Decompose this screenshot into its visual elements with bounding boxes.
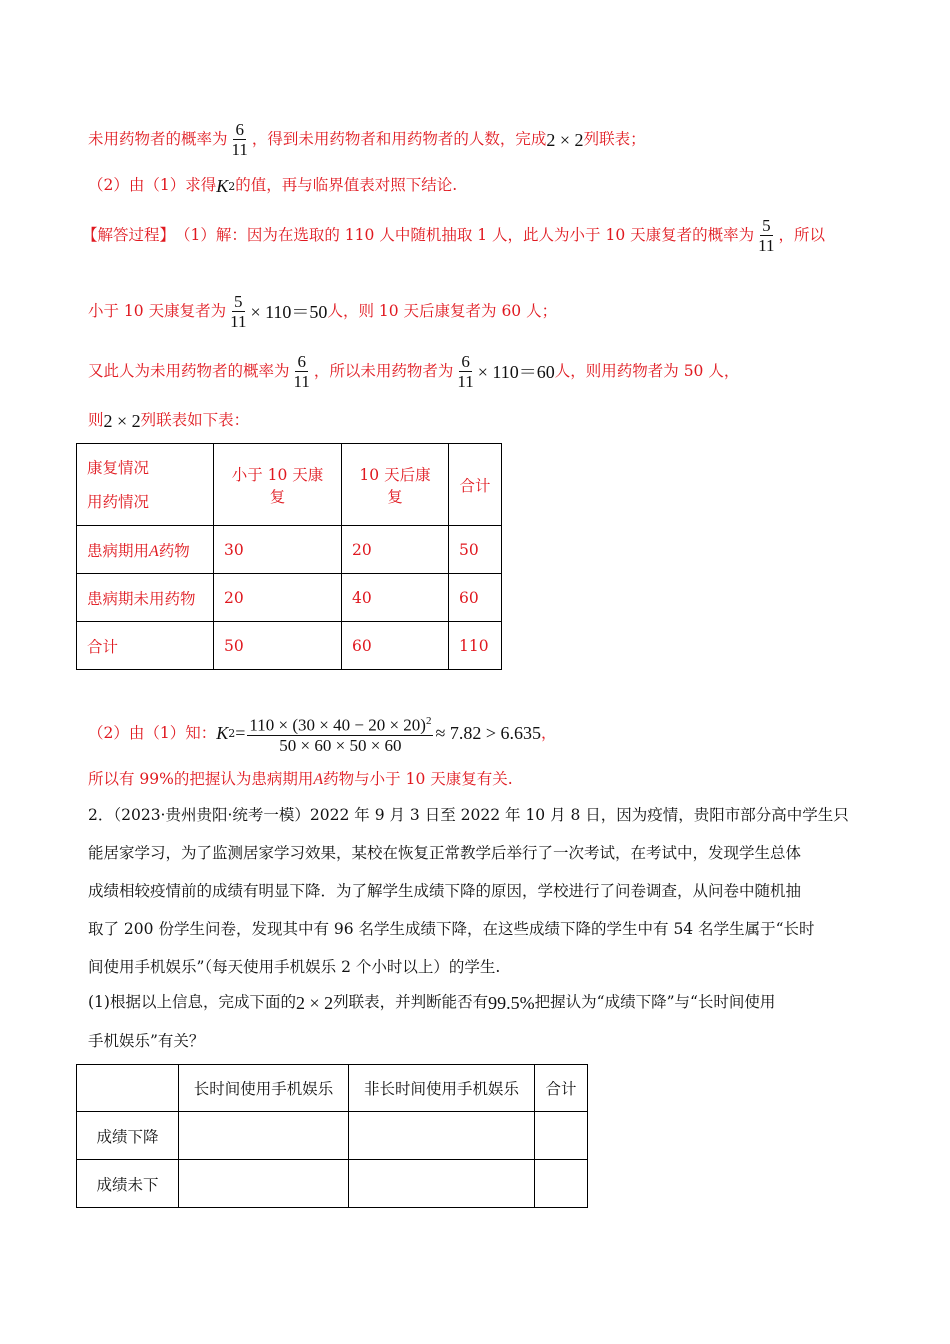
header-cell: 小于 10 天康复	[214, 444, 342, 526]
fraction-denominator: 11	[293, 372, 310, 391]
solution-line-2	[88, 177, 457, 195]
text: 人，则 10 天后康复者为 60 人；	[327, 301, 558, 320]
fraction-numerator	[247, 712, 433, 736]
solution-line-5	[88, 352, 739, 391]
italic-letter: A	[313, 771, 324, 788]
text: （2）由（1）知：	[88, 723, 217, 742]
text: 又此人为未用药物者的概率为	[88, 361, 290, 380]
superscript: 2	[228, 726, 236, 740]
row-label: 患病期未用药物	[77, 574, 214, 622]
fraction-denominator: 11	[231, 140, 248, 159]
question-2-line-5	[88, 960, 500, 976]
text: 取了 200 份学生问卷，发现其中有 96 名学生成绩下降，在这些成绩下降的学生中有 54 名学生属于“长时	[88, 920, 815, 938]
superscript: 2	[228, 179, 236, 193]
row-label: 成绩未下	[77, 1160, 179, 1208]
fraction-numerator: 5	[234, 292, 243, 311]
table-row	[77, 1160, 588, 1208]
fraction-numerator: 5	[762, 216, 771, 235]
header-cell: 非长时间使用手机娱乐	[349, 1065, 535, 1112]
text: 药物与小于 10 天康复有关.	[323, 770, 513, 789]
math-expression: 2 × 2	[546, 129, 584, 150]
solution-line-6	[88, 412, 249, 430]
header-cell: 合计	[535, 1065, 588, 1112]
fraction-denominator: 11	[457, 372, 474, 391]
solution-line-4	[88, 292, 557, 331]
header-corner-top: 康复情况	[87, 458, 150, 477]
superscript: 2	[425, 715, 432, 727]
row-label-text: 患病期用	[87, 541, 150, 560]
text: 所以有 99%的把握认为患病期用	[88, 770, 314, 789]
math-expression: 2 × 2	[103, 411, 141, 431]
fraction-numerator: 6	[297, 352, 306, 371]
text: 列联表如下表：	[140, 411, 250, 430]
solution-line-3	[82, 216, 826, 255]
equals-sign: =	[235, 723, 246, 744]
empty-cell[interactable]	[349, 1112, 535, 1160]
math-expression: 2 × 2	[295, 993, 334, 1013]
row-label	[77, 526, 214, 574]
empty-cell[interactable]	[535, 1160, 588, 1208]
table-cell: 50	[449, 526, 502, 574]
table-cell: 20	[342, 526, 449, 574]
empty-cell[interactable]	[179, 1160, 349, 1208]
text: （1）解：因为在选取的 110 人中随机抽取 1 人，此人为小于 10 天康复者的概率为	[175, 225, 755, 244]
text: 小于 10 天康复者为	[88, 301, 227, 320]
table-cell: 30	[214, 526, 342, 574]
contingency-table-question	[76, 1064, 588, 1208]
text: 人，则用药物者为 50 人，	[554, 361, 740, 380]
empty-cell[interactable]	[179, 1112, 349, 1160]
text: (1)根据以上信息，完成下面的	[88, 993, 296, 1012]
text: ，所以	[778, 225, 826, 244]
table-row	[77, 526, 502, 574]
fraction	[292, 352, 312, 391]
header-corner-cell	[77, 444, 214, 526]
fraction-numerator: 6	[461, 352, 470, 371]
question-2-line-1	[88, 808, 849, 824]
row-label-text: 药物	[158, 541, 190, 560]
question-2-line-7	[88, 1034, 204, 1050]
fraction-denominator: 50 × 60 × 50 × 60	[279, 735, 402, 755]
solution-line-7	[88, 712, 557, 755]
text: 能居家学习，为了监测居家学习效果，某校在恢复正常教学后举行了一次考试，在考试中，发现学生总体	[88, 844, 802, 862]
numerator-text: 110 × (30 × 40 − 20 × 20)	[249, 715, 426, 735]
k-symbol: K	[216, 723, 229, 744]
text: 间使用手机娱乐”（每天使用手机娱乐 2 个小时以上）的学生.	[88, 958, 501, 976]
question-2-line-6	[88, 994, 775, 1012]
table-header-row	[77, 444, 502, 526]
fraction-denominator: 11	[230, 312, 247, 331]
table-cell: 40	[342, 574, 449, 622]
text: ，得到未用药物者和用药物者的人数，完成	[251, 129, 547, 148]
text: 列联表，并判断能否有	[333, 993, 489, 1012]
text: ，	[540, 723, 557, 742]
math-expression: × 110＝50	[250, 301, 328, 322]
table-cell: 60	[449, 574, 502, 622]
solution-conclusion	[88, 772, 513, 788]
empty-cell[interactable]	[535, 1112, 588, 1160]
text: 未用药物者的概率为	[88, 129, 228, 148]
text: 2．（2023·贵州贵阳·统考一模）2022 年 9 月 3 日至 2022 年 10 月 8 日，因为疫情，贵阳市部分高中学生只	[88, 806, 849, 824]
k-symbol: K	[216, 176, 229, 196]
fraction	[228, 292, 248, 331]
solution-line-1	[88, 120, 646, 159]
contingency-table-solution	[76, 443, 502, 670]
row-label: 成绩下降	[77, 1112, 179, 1160]
fraction	[756, 216, 776, 255]
question-2-line-4	[88, 922, 815, 938]
table-header-row	[77, 1065, 588, 1112]
text: 则	[88, 411, 104, 430]
chi-square-fraction	[247, 712, 433, 755]
header-corner-bottom: 用药情况	[87, 492, 150, 511]
table-row	[77, 1112, 588, 1160]
text: 把握认为“成绩下降”与“长时间使用	[534, 993, 776, 1012]
text: 成绩相较疫情前的成绩有明显下降．为了解学生成绩下降的原因，学校进行了问卷调查，从问卷中随机抽	[88, 882, 802, 900]
math-expression: × 110＝60	[477, 361, 555, 382]
row-label: 合计	[77, 622, 214, 670]
header-cell	[77, 1065, 179, 1112]
fraction-denominator: 11	[758, 236, 775, 255]
table-cell: 50	[214, 622, 342, 670]
row-label-italic: A	[149, 542, 159, 560]
solution-label: 【解答过程】	[82, 225, 176, 244]
text: （2）由（1）求得	[88, 176, 217, 195]
text: 的值，再与临界值表对照下结论.	[235, 176, 458, 195]
text: 列联表；	[583, 129, 646, 148]
text: ，所以未用药物者为	[313, 361, 454, 380]
fraction	[230, 120, 250, 159]
table-cell: 20	[214, 574, 342, 622]
question-2-line-3	[88, 884, 801, 900]
question-2-line-2	[88, 846, 801, 862]
fraction	[455, 352, 475, 391]
math-expression: 99.5%	[488, 993, 535, 1013]
header-cell: 10 天后康复	[342, 444, 449, 526]
empty-cell[interactable]	[349, 1160, 535, 1208]
fraction-numerator: 6	[235, 120, 244, 139]
table-row	[77, 622, 502, 670]
text: 手机娱乐”有关？	[88, 1032, 205, 1050]
header-cell: 合计	[449, 444, 502, 526]
table-cell: 60	[342, 622, 449, 670]
table-cell: 110	[449, 622, 502, 670]
header-cell: 长时间使用手机娱乐	[179, 1065, 349, 1112]
table-row	[77, 574, 502, 622]
math-result: ≈ 7.82 > 6.635	[435, 723, 541, 744]
